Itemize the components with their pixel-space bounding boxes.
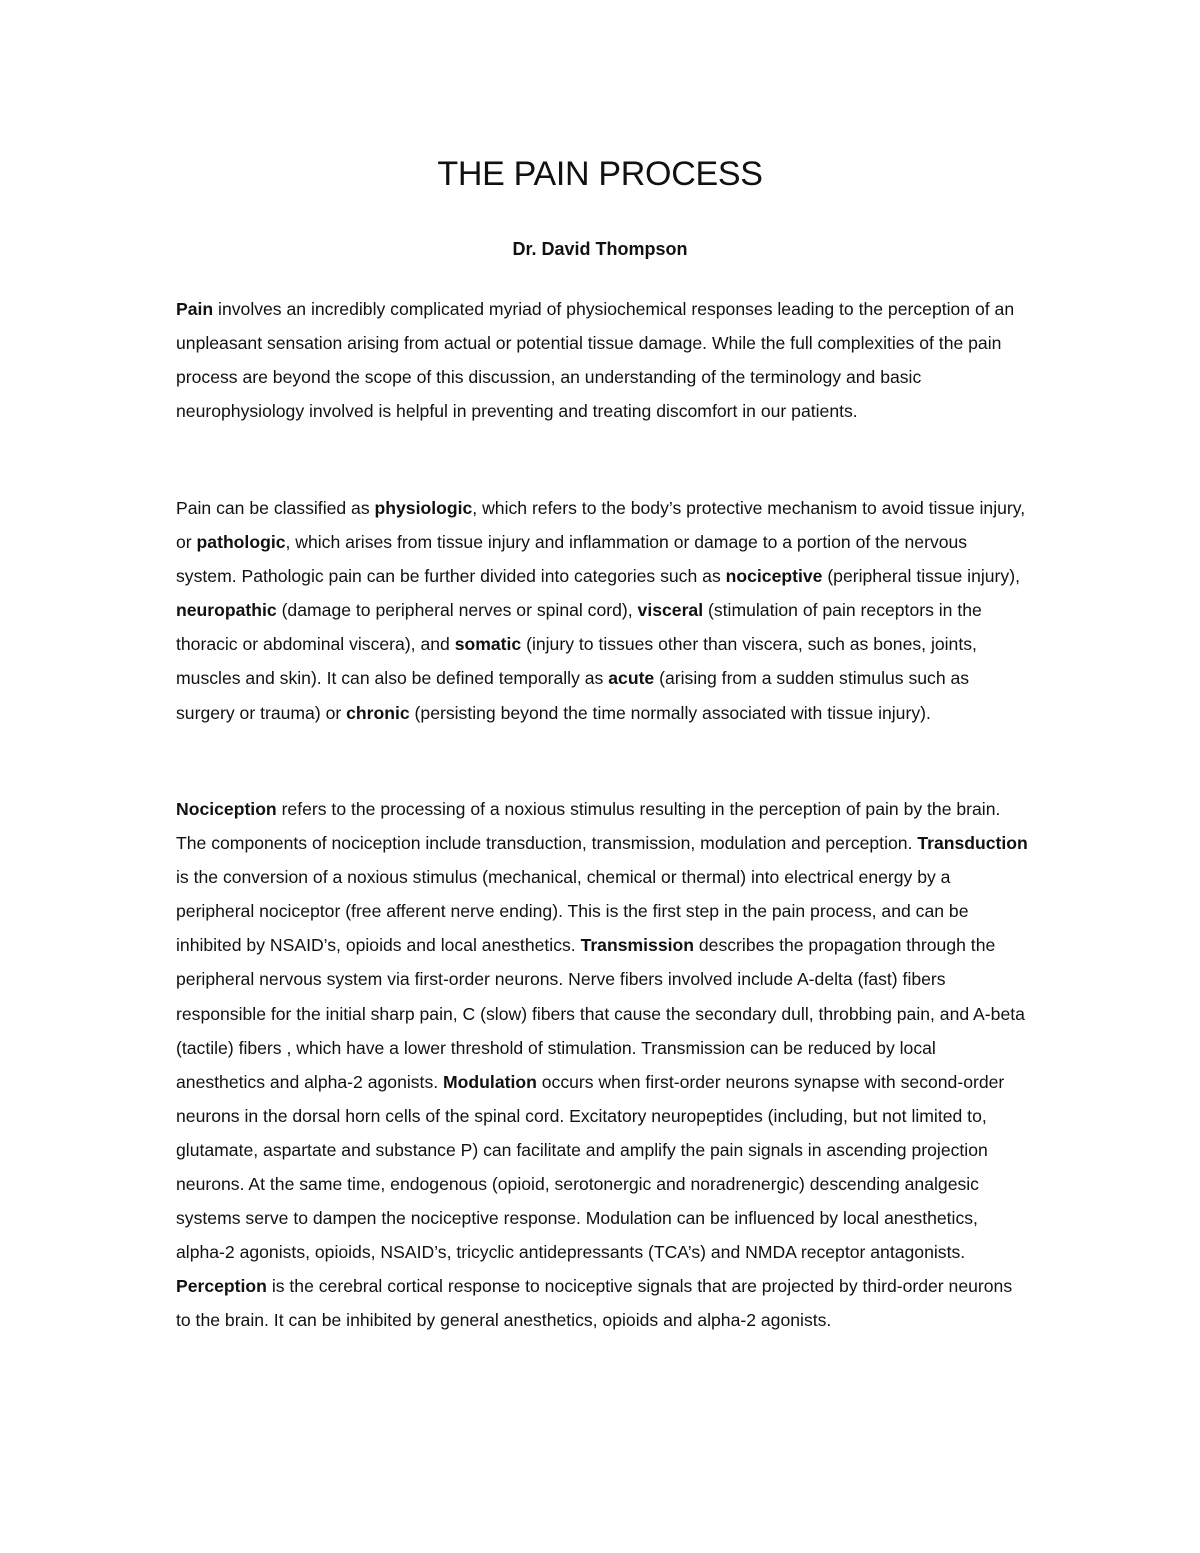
paragraph-text: is the conversion of a noxious stimulus (mechanical, chemical or thermal) into electrical energy by a peripheral nociceptor (free afferent nerve ending). This is the first step in the pain process, and can be inhibited by NSAID’s, opioids and local anesthetics. [176,867,969,956]
term-pain: Pain [176,299,214,319]
term-nociception: Nociception [176,799,277,819]
paragraph-text: refers to the processing of a noxious stimulus resulting in the perception of pain by the brain. The components of nociception include transduction, transmission, modulation and perception. [176,799,1001,854]
term-chronic: chronic [346,702,410,723]
paragraph-text: (damage to peripheral nerves or spinal cord), [276,600,638,621]
term-acute: acute [608,668,655,689]
term-pathologic: pathologic [196,532,286,553]
term-visceral: visceral [637,600,704,621]
paragraph-text: (stimulation of pain receptors in the thoracic or abdominal viscera), and [176,600,982,655]
paragraph-text: describes the propagation through the peripheral nervous system via first-order neurons. Nerve fibers involved include A-delta (fast) fibers responsible for the initial sharp pain, C (slow) fibers that cause the secondary dull, throbbing pain, and A-beta (tactile) fibers , which have a lower threshold of stimulation. Transmission can be reduced by local anesthetics and alpha-2 agonists. [176,935,1025,1092]
paragraph-pain-definition [176,292,1028,428]
paragraph-text: , which arises from tissue injury and inflammation or damage to a portion of the nervous system. Pathologic pain can be further divided into categories such as [176,532,968,587]
paragraph-text: involves an incredibly complicated myriad of physiochemical responses leading to the perception of an unpleasant sensation arising from actual or potential tissue damage. While the full complexities of the pain process are beyond the scope of this discussion, an understanding of the terminology and basic neurophysiology involved is helpful in preventing and treating discomfort in our patients. [176,299,1015,422]
paragraph-text: (peripheral tissue injury), [822,566,1020,587]
paragraph-text: occurs when first-order neurons synapse with second-order neurons in the dorsal horn cells of the spinal cord. Excitatory neuropeptides (including, but not limited to, glutamate, aspartate and substance P) can facilitate and amplify the pain signals in ascending projection neurons. At the same time, endogenous (opioid, serotonergic and noradrenergic) descending analgesic systems serve to dampen the nociceptive response. Modulation can be influenced by local anesthetics, alpha-2 agonists, opioids, NSAID’s, tricyclic antidepressants (TCA’s) and NMDA receptor antagonists. [176,1071,1005,1263]
paragraph-text: Pain can be classified as [176,498,375,518]
paragraph-text: (persisting beyond the time normally associated with tissue injury). [409,702,931,723]
document-title: THE PAIN PROCESS [437,155,763,193]
paragraph-text: is the cerebral cortical response to nociceptive signals that are projected by third-order neurons to the brain. It can be inhibited by general anesthetics, opioids and alpha-2 agonists. [176,1276,1013,1331]
term-nociceptive: nociceptive [725,566,823,587]
paragraph-text: , which refers to the body’s protective mechanism to avoid tissue injury, or [176,498,1026,553]
term-somatic: somatic [454,634,522,655]
term-neuropathic: neuropathic [176,600,277,621]
term-transduction: Transduction [917,833,1028,854]
document-author: Dr. David Thompson [512,239,688,259]
paragraph-text: (injury to tissues other than viscera, such as bones, joints, muscles and skin). It can also be defined temporally as [176,634,977,689]
term-transmission: Transmission [580,935,694,956]
term-physiologic: physiologic [374,498,473,518]
paragraph-pain-classification [176,491,1028,730]
paragraph-nociception [176,792,1028,1338]
term-modulation: Modulation [443,1071,537,1092]
paragraph-text: (arising from a sudden stimulus such as surgery or trauma) or [176,668,970,723]
term-perception: Perception [176,1276,267,1297]
